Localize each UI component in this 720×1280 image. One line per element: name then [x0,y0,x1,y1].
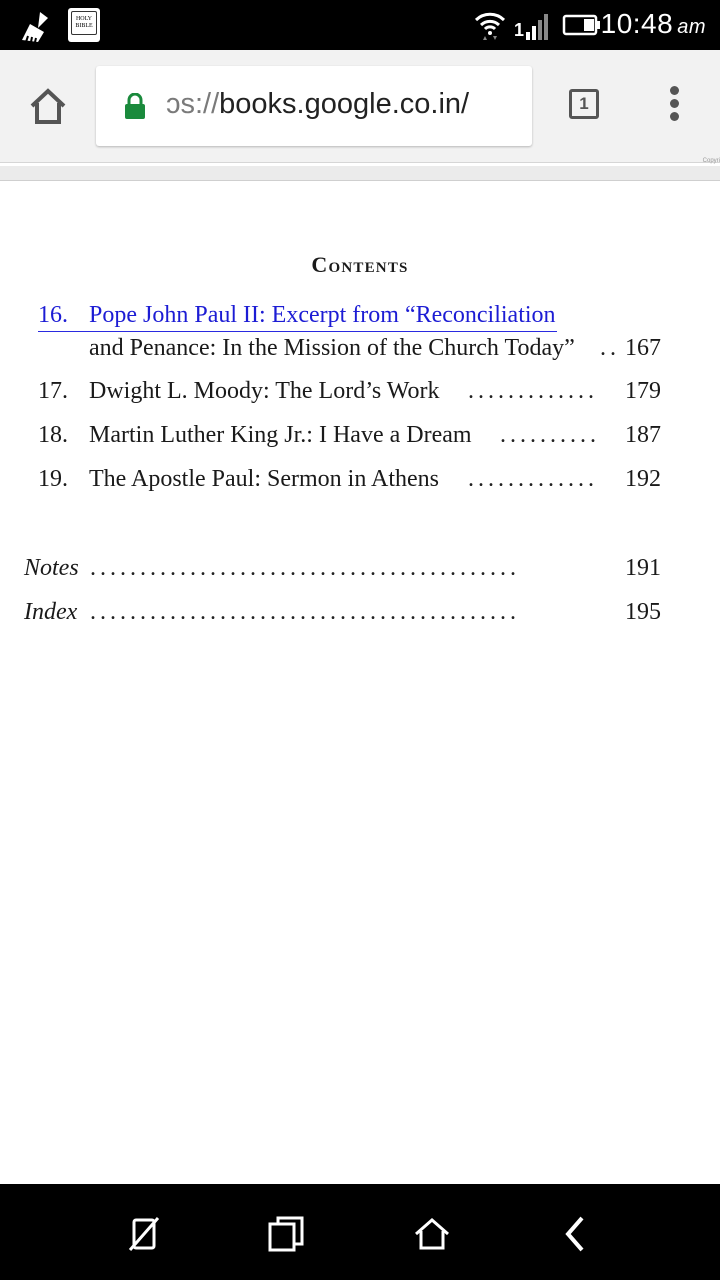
page-fragment-text: Copyri [702,158,720,164]
home-nav-icon[interactable] [412,1214,452,1254]
toc-page-number: 191 [625,555,661,581]
battery-icon [562,14,600,36]
lock-icon [124,93,146,119]
toc-entry-number: 16. [38,302,68,328]
toc-entry-number: 19. [38,466,68,492]
toc-leader: ........................................... [90,599,520,625]
link-underline [38,331,557,332]
tab-switcher-button[interactable]: 1 [569,89,599,119]
toc-entry-number: 17. [38,378,68,404]
page-separator [0,166,720,181]
toc-page-number: 195 [625,599,661,625]
overflow-menu-icon[interactable] [664,86,684,126]
toc-leader: .. [600,335,620,361]
cleaner-app-icon [18,10,56,44]
toc-leader: ............. [468,378,598,404]
toc-entry-title: Dwight L. Moody: The Lord’s Work [89,378,440,404]
toc-leader: .......... [500,422,600,448]
page-title: Contents [311,252,409,277]
toc-leader: ........................................... [90,555,520,581]
book-page[interactable] [0,182,720,1182]
status-bar [0,0,720,50]
bible-label-bible: BIBLE [75,23,93,29]
url-host: books.google.co.in/ [219,88,470,120]
cell-signal-icon [525,12,553,40]
toc-entry-title[interactable]: Pope John Paul II: Excerpt from “Reconciliation [89,302,556,328]
browser-toolbar [0,50,720,163]
toc-page-number: 167 [625,335,661,361]
clock-time: 10:48 [600,8,674,39]
address-bar[interactable] [96,66,532,146]
toc-leader: ............. [468,466,598,492]
bible-label-holy: HOLY [75,16,93,22]
toc-entry-title: The Apostle Paul: Sermon in Athens [89,466,439,492]
toc-back-title: Index [24,599,78,625]
toc-entry-number: 18. [38,422,68,448]
home-icon[interactable] [26,84,70,128]
toc-page-number: 187 [625,422,661,448]
rotate-screen-off-icon[interactable] [124,1214,164,1254]
toc-entry-title: Martin Luther King Jr.: I Have a Dream [89,422,472,448]
recent-apps-icon[interactable] [266,1214,306,1254]
holy-bible-app-icon [68,8,100,42]
navigation-bar [0,1184,720,1280]
toc-entry-title-continued: and Penance: In the Mission of the Church Today” [89,335,575,361]
toc-page-number: 192 [625,466,661,492]
back-icon[interactable] [556,1214,596,1254]
status-clock [601,8,706,40]
clock-ampm: am [677,16,706,38]
toc-back-title: Notes [24,555,79,581]
url-scheme: ɔs:// [166,88,220,120]
url-text [166,88,469,121]
wifi-icon [474,8,506,40]
signal-label: 1 [514,20,525,40]
toc-page-number: 179 [625,378,661,404]
